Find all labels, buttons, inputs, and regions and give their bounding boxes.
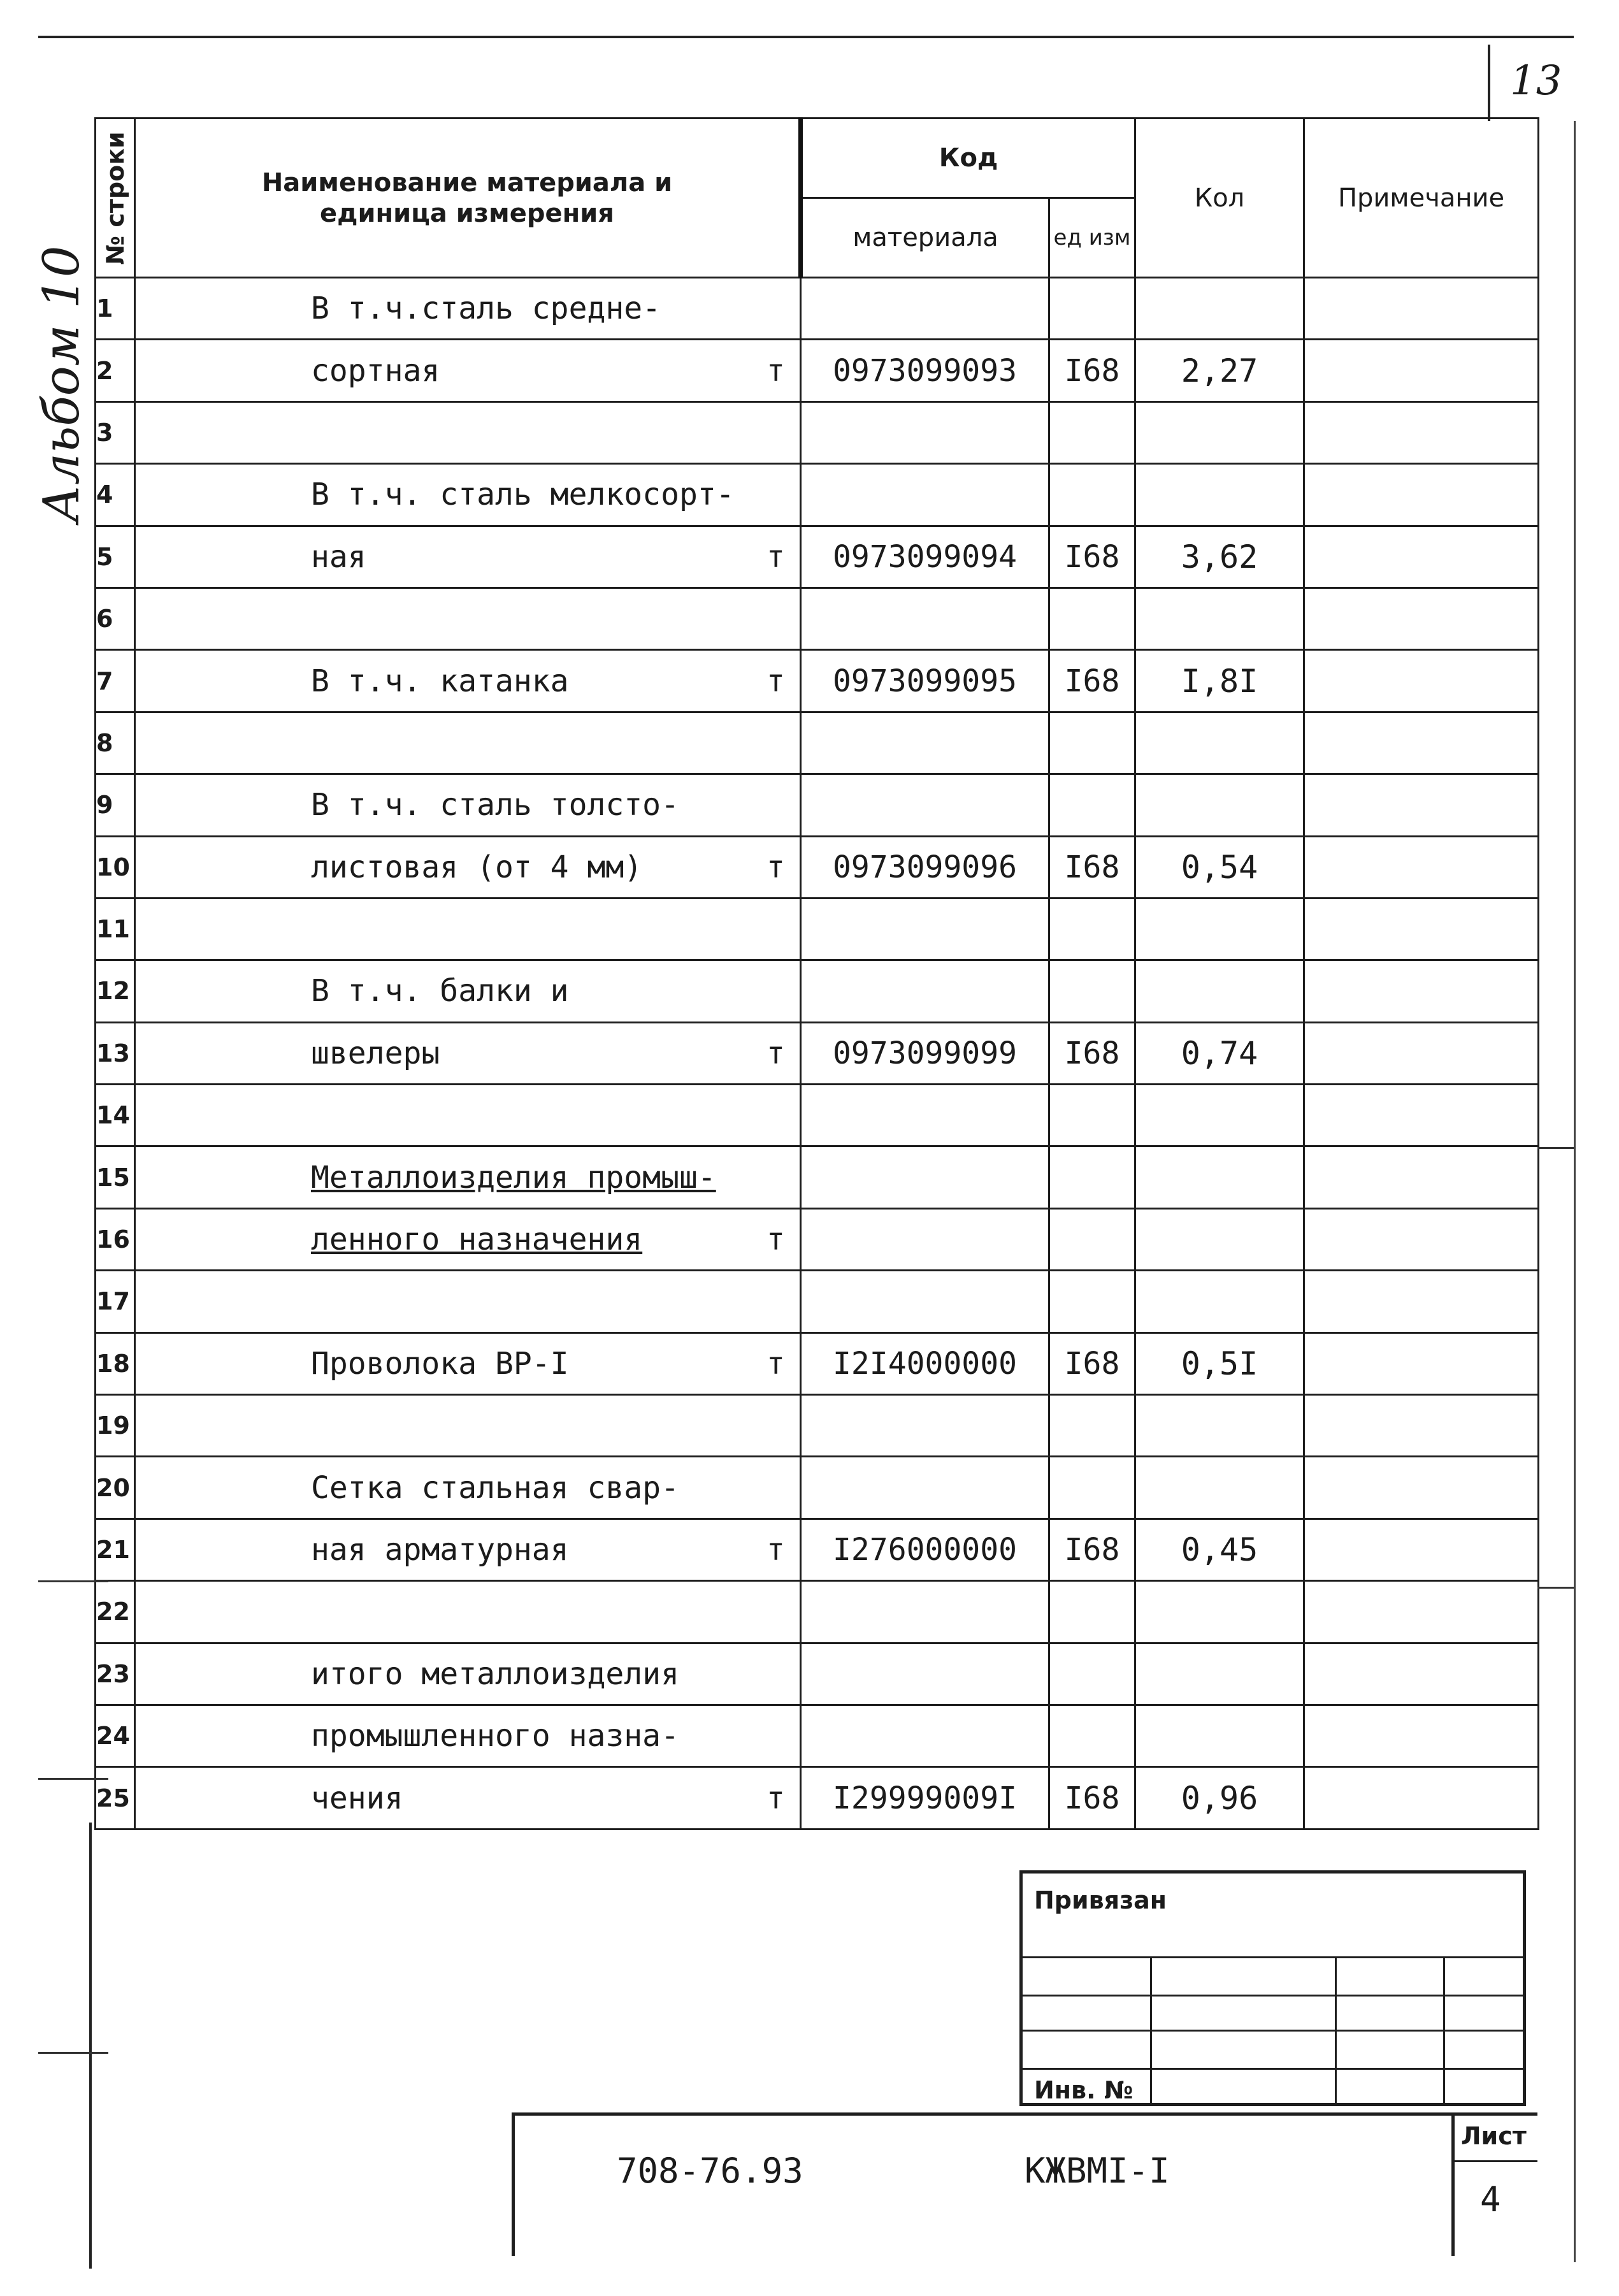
table-row (96, 464, 1539, 526)
row-number: 17 (96, 1271, 135, 1332)
table-row (96, 712, 1539, 774)
note (1304, 1705, 1539, 1766)
material-name: В т.ч. балки и (311, 973, 569, 1009)
sheet-label: Лист (1461, 2122, 1527, 2150)
unit-code: I68 (1049, 526, 1135, 588)
unit-code (1049, 588, 1135, 649)
row-number: 22 (96, 1581, 135, 1643)
unit-code (1049, 898, 1135, 960)
material-name: Проволока ВР-I (311, 1345, 569, 1382)
note (1304, 1395, 1539, 1457)
margin-mark (38, 2052, 108, 2054)
row-name (135, 1332, 801, 1394)
material-code (801, 1395, 1049, 1457)
unit-code: I68 (1049, 1519, 1135, 1580)
material-code (801, 278, 1049, 340)
unit-code: I68 (1049, 1022, 1135, 1084)
row-number: 25 (96, 1767, 135, 1829)
unit-code (1049, 774, 1135, 836)
document-mark: КЖВМI-I (1025, 2151, 1170, 2191)
margin-mark (38, 1778, 108, 1780)
material-code: 0973099096 (801, 836, 1049, 898)
material-code (801, 1085, 1049, 1146)
stamp-divider (1443, 1956, 1445, 2106)
material-name: ная арматурная (311, 1532, 569, 1568)
material-code: 0973099099 (801, 1022, 1049, 1084)
quantity (1135, 588, 1304, 649)
table-row (96, 1022, 1539, 1084)
unit-code (1049, 1705, 1135, 1766)
stamp-line (1023, 1995, 1523, 1996)
table-row (96, 526, 1539, 588)
material-code: 0973099094 (801, 526, 1049, 588)
material-name: В т.ч. сталь мелкосорт- (311, 477, 735, 513)
header-row-number: № строки (96, 119, 135, 278)
table-row (96, 1643, 1539, 1705)
quantity (1135, 1457, 1304, 1519)
row-number: 8 (96, 712, 135, 774)
row-name (135, 836, 801, 898)
row-number: 14 (96, 1085, 135, 1146)
unit-code (1049, 1581, 1135, 1643)
row-name (135, 401, 801, 463)
quantity (1135, 278, 1304, 340)
row-name (135, 1146, 801, 1208)
note (1304, 1332, 1539, 1394)
row-number: 10 (96, 836, 135, 898)
header-note: Примечание (1304, 119, 1539, 278)
material-code: I276000000 (801, 1519, 1049, 1580)
material-name: В т.ч.сталь средне- (311, 291, 661, 327)
quantity (1135, 1395, 1304, 1457)
row-name (135, 774, 801, 836)
material-name: В т.ч. сталь толсто- (311, 787, 679, 823)
note (1304, 1146, 1539, 1208)
note (1304, 1643, 1539, 1705)
right-edge-line (1574, 121, 1576, 2262)
material-code (801, 1208, 1049, 1270)
row-number: 2 (96, 340, 135, 401)
material-code (801, 960, 1049, 1022)
table-row (96, 1519, 1539, 1580)
note (1304, 1767, 1539, 1829)
row-number: 12 (96, 960, 135, 1022)
row-name (135, 1208, 801, 1270)
material-unit: т (766, 663, 785, 699)
table-row (96, 960, 1539, 1022)
quantity: 2,27 (1135, 340, 1304, 401)
unit-code: I68 (1049, 836, 1135, 898)
table-row (96, 1332, 1539, 1394)
material-code (801, 1457, 1049, 1519)
quantity (1135, 960, 1304, 1022)
row-number: 19 (96, 1395, 135, 1457)
note (1304, 1208, 1539, 1270)
material-code (801, 464, 1049, 526)
materials-table (94, 117, 1539, 1830)
row-number: 9 (96, 774, 135, 836)
note (1304, 401, 1539, 463)
margin-mark (38, 1580, 108, 1582)
material-unit: т (766, 1345, 785, 1382)
unit-code (1049, 1643, 1135, 1705)
material-unit: т (766, 1222, 785, 1258)
unit-code (1049, 464, 1135, 526)
quantity: I,8I (1135, 650, 1304, 712)
material-code (801, 1146, 1049, 1208)
row-number: 24 (96, 1705, 135, 1766)
row-name (135, 278, 801, 340)
row-name (135, 526, 801, 588)
stamp-divider (1150, 1956, 1152, 2106)
table-row (96, 1705, 1539, 1766)
unit-code (1049, 712, 1135, 774)
quantity (1135, 1271, 1304, 1332)
row-name (135, 1085, 801, 1146)
material-code: I29999009I (801, 1767, 1049, 1829)
quantity: 0,74 (1135, 1022, 1304, 1084)
quantity (1135, 898, 1304, 960)
note (1304, 1085, 1539, 1146)
sheet-number: 13 (1510, 57, 1562, 105)
material-name: сортная (311, 352, 440, 389)
row-number: 13 (96, 1022, 135, 1084)
material-code (801, 588, 1049, 649)
material-name: Сетка стальная свар- (311, 1469, 679, 1506)
row-number: 5 (96, 526, 135, 588)
title-block (512, 2112, 1537, 2256)
row-name (135, 898, 801, 960)
row-name (135, 588, 801, 649)
quantity (1135, 1146, 1304, 1208)
margin-mark (1537, 1147, 1574, 1149)
note (1304, 464, 1539, 526)
row-number: 18 (96, 1332, 135, 1394)
note (1304, 1519, 1539, 1580)
row-name (135, 1271, 801, 1332)
row-number: 3 (96, 401, 135, 463)
table-row (96, 1208, 1539, 1270)
material-code (801, 1705, 1049, 1766)
table-body (96, 278, 1539, 1830)
left-frame-line (89, 1823, 92, 2269)
header-name: Наименование материала и единица измерения (135, 119, 801, 278)
quantity: 3,62 (1135, 526, 1304, 588)
material-code: 0973099093 (801, 340, 1049, 401)
quantity (1135, 774, 1304, 836)
tied-label: Привязан (1034, 1886, 1167, 1914)
material-code (801, 1643, 1049, 1705)
row-name (135, 650, 801, 712)
row-name (135, 1705, 801, 1766)
quantity (1135, 1085, 1304, 1146)
row-number: 23 (96, 1643, 135, 1705)
note (1304, 278, 1539, 340)
note (1304, 960, 1539, 1022)
material-name: швелеры (311, 1035, 440, 1071)
material-unit: т (766, 849, 785, 885)
header-code: Код (801, 119, 1135, 198)
tie-stamp (1019, 1870, 1526, 2106)
material-name: итого металлоизделия (311, 1656, 679, 1692)
note (1304, 526, 1539, 588)
material-code (801, 1271, 1049, 1332)
table-row (96, 1395, 1539, 1457)
table-row (96, 340, 1539, 401)
material-code (801, 898, 1049, 960)
row-name (135, 712, 801, 774)
row-name (135, 1581, 801, 1643)
table-row (96, 898, 1539, 960)
row-number: 20 (96, 1457, 135, 1519)
album-label: Альбом 10 (33, 245, 90, 523)
unit-code: I68 (1049, 1332, 1135, 1394)
note (1304, 898, 1539, 960)
note (1304, 836, 1539, 898)
row-name (135, 464, 801, 526)
material-unit: т (766, 538, 785, 575)
unit-code (1049, 1208, 1135, 1270)
row-number: 4 (96, 464, 135, 526)
unit-code (1049, 1457, 1135, 1519)
unit-code (1049, 1395, 1135, 1457)
quantity: 0,54 (1135, 836, 1304, 898)
material-name: В т.ч. катанка (311, 663, 569, 699)
quantity (1135, 1581, 1304, 1643)
unit-code (1049, 1085, 1135, 1146)
row-name (135, 960, 801, 1022)
note (1304, 774, 1539, 836)
margin-mark (1537, 1587, 1574, 1589)
material-name: Металлоизделия промыш- (311, 1159, 716, 1195)
header-code-material: материала (801, 198, 1049, 278)
quantity (1135, 1705, 1304, 1766)
table-row (96, 1767, 1539, 1829)
material-code (801, 712, 1049, 774)
quantity (1135, 401, 1304, 463)
note (1304, 1022, 1539, 1084)
material-unit: т (766, 1780, 785, 1816)
sheet-box (1451, 2116, 1537, 2256)
quantity (1135, 464, 1304, 526)
row-number: 15 (96, 1146, 135, 1208)
unit-code (1049, 401, 1135, 463)
document-code: 708-76.93 (617, 2151, 803, 2191)
material-name: листовая (от 4 мм) (311, 849, 643, 885)
quantity: 0,96 (1135, 1767, 1304, 1829)
note (1304, 650, 1539, 712)
table-row (96, 278, 1539, 340)
note (1304, 1581, 1539, 1643)
material-unit: т (766, 1035, 785, 1071)
sheet-number-divider (1488, 45, 1490, 121)
quantity: 0,45 (1135, 1519, 1304, 1580)
material-code: 0973099095 (801, 650, 1049, 712)
row-number: 16 (96, 1208, 135, 1270)
unit-code (1049, 1146, 1135, 1208)
row-number: 11 (96, 898, 135, 960)
unit-code (1049, 278, 1135, 340)
table-row (96, 1146, 1539, 1208)
note (1304, 1271, 1539, 1332)
row-name (135, 340, 801, 401)
material-unit: т (766, 352, 785, 389)
stamp-line (1023, 2068, 1523, 2070)
material-code (801, 1581, 1049, 1643)
row-number: 1 (96, 278, 135, 340)
sheet-separator (1455, 2160, 1537, 2162)
row-name (135, 1519, 801, 1580)
material-code (801, 401, 1049, 463)
row-number: 21 (96, 1519, 135, 1580)
stamp-divider (1335, 1956, 1337, 2106)
material-code (801, 774, 1049, 836)
table-row (96, 650, 1539, 712)
stamp-line (1023, 1956, 1523, 1958)
unit-code: I68 (1049, 340, 1135, 401)
top-border-line (38, 36, 1574, 38)
table-row (96, 1271, 1539, 1332)
quantity: 0,5I (1135, 1332, 1304, 1394)
note (1304, 340, 1539, 401)
table-row (96, 588, 1539, 649)
unit-code: I68 (1049, 1767, 1135, 1829)
table-row (96, 774, 1539, 836)
quantity (1135, 1643, 1304, 1705)
sheet-value: 4 (1480, 2179, 1501, 2220)
material-name: промышленного назна- (311, 1718, 679, 1754)
table-row (96, 1085, 1539, 1146)
table-row (96, 401, 1539, 463)
note (1304, 712, 1539, 774)
material-code: I2I4000000 (801, 1332, 1049, 1394)
row-number: 6 (96, 588, 135, 649)
table-row (96, 1581, 1539, 1643)
unit-code: I68 (1049, 650, 1135, 712)
row-name (135, 1022, 801, 1084)
row-name (135, 1767, 801, 1829)
inventory-label: Инв. № (1034, 2076, 1133, 2104)
stamp-line (1023, 2030, 1523, 2032)
note (1304, 588, 1539, 649)
note (1304, 1457, 1539, 1519)
row-name (135, 1643, 801, 1705)
table-row (96, 1457, 1539, 1519)
table-row (96, 836, 1539, 898)
material-name: ная (311, 538, 366, 575)
row-name (135, 1395, 801, 1457)
row-number: 7 (96, 650, 135, 712)
material-name: ленного назначения (311, 1222, 643, 1258)
material-unit: т (766, 1532, 785, 1568)
material-name: чения (311, 1780, 403, 1816)
quantity (1135, 712, 1304, 774)
header-code-unit: ед изм (1049, 198, 1135, 278)
quantity (1135, 1208, 1304, 1270)
header-quantity: Кол (1135, 119, 1304, 278)
row-name (135, 1457, 801, 1519)
unit-code (1049, 1271, 1135, 1332)
unit-code (1049, 960, 1135, 1022)
